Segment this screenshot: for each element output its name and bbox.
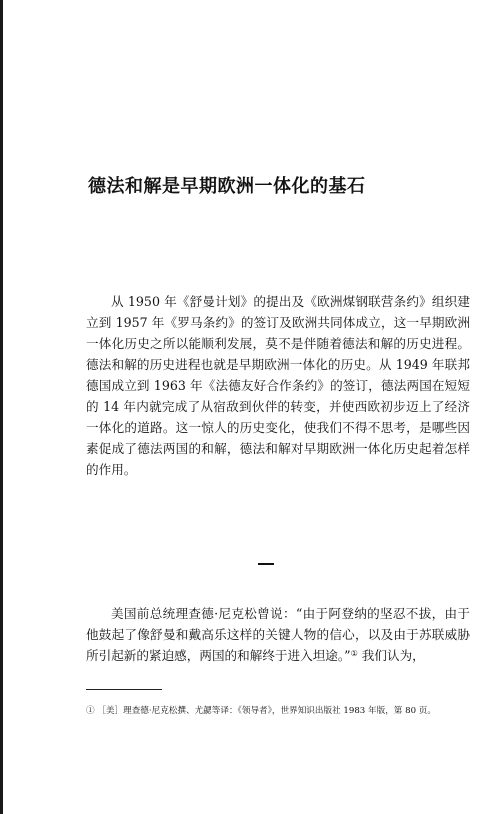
footnote-reference[interactable]: ① bbox=[350, 649, 358, 658]
intro-paragraph bbox=[86, 291, 470, 480]
second-paragraph bbox=[86, 603, 470, 666]
section-number-one bbox=[258, 563, 274, 565]
second-paragraph-tail: 我们认为， bbox=[357, 648, 425, 663]
intro-paragraph-text: 从 1950 年《舒曼计划》的提出及《欧洲煤钢联营条约》组织建立到 1957 年《罗马条约》的签订及欧洲共同体成立，这一早期欧洲一体化历史之所以能顺利发展，莫不是伴随着德法和解的历史进程。德法和解的历史进程也就是早期欧洲一体化的历史。从 1949 年联邦德国成立到 1963 年《法德友好合作条约》的签订，德法两国在短短的 14 年内就完成了从宿敌到伙伴的转变，并使西欧初步迈上了经济一体化的道路。这一惊人的历史变化，使我们不得不思考，是哪些因素促成了德法两国的和解，德法和解对早期欧洲一体化历史起着怎样的作用。 bbox=[86, 294, 470, 477]
second-paragraph-text: 美国前总统理查德·尼克松曾说：“由于阿登纳的坚忍不拔，由于他鼓起了像舒曼和戴高乐这样的关键人物的信心，以及由于苏联威胁所引起新的紧迫感，两国的和解终于进入坦途。” bbox=[86, 606, 470, 663]
chapter-title: 德法和解是早期欧洲一体化的基石 bbox=[88, 176, 366, 197]
page-left-border bbox=[0, 0, 3, 814]
footnote-divider bbox=[86, 689, 162, 690]
footnote-text: ① ［美］理查德·尼克松撰、尤勰等译：《领导者》，世界知识出版社 1983 年版，第 80 页。 bbox=[86, 706, 436, 716]
